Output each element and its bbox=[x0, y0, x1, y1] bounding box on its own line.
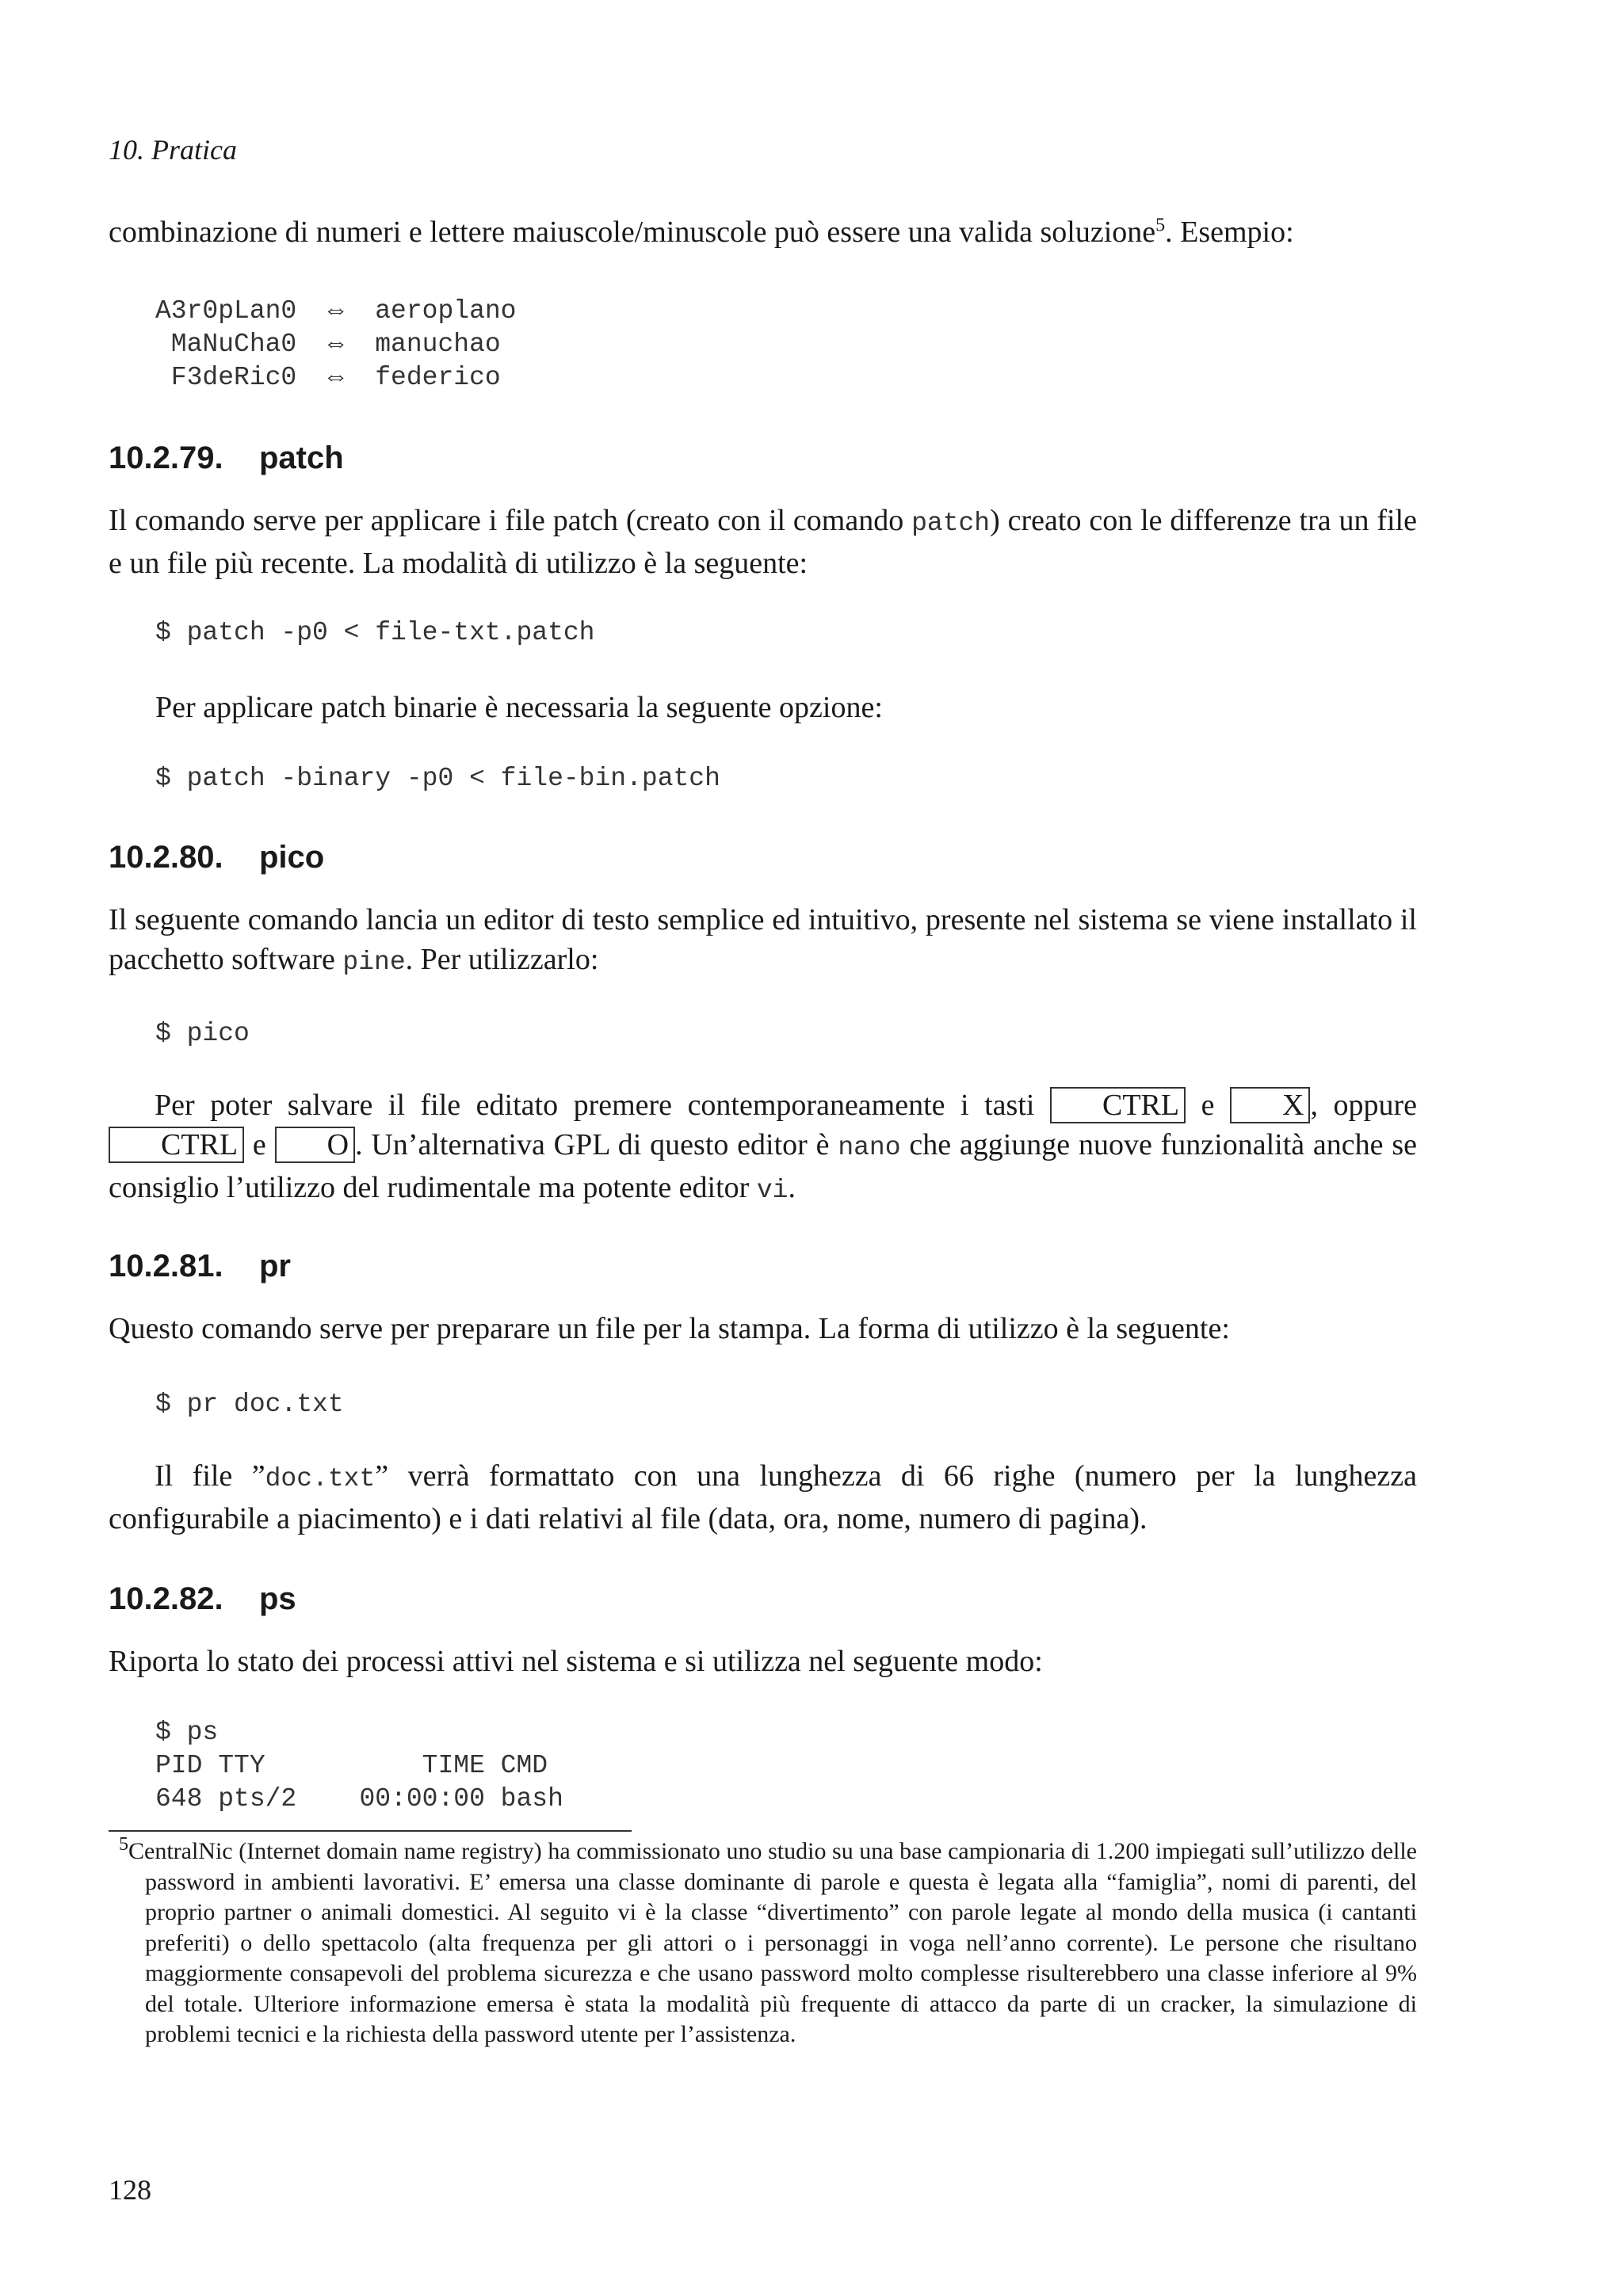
text: Per poter salvare il file editato premere contemporaneamente i tasti bbox=[155, 1089, 1050, 1122]
section-heading-ps bbox=[109, 1581, 296, 1617]
footnote-mark: 5 bbox=[119, 1834, 128, 1855]
intro-tail: . Esempio: bbox=[1165, 215, 1294, 249]
password-examples: A3r0pLan0 ⇔ aeroplano MaNuCha0 ⇔ manuchao F3deRic0 ⇔ federico bbox=[155, 296, 517, 392]
text: Il comando serve per applicare i file patch (creato con il comando bbox=[109, 504, 912, 537]
inline-code: pine bbox=[342, 948, 406, 977]
key-ctrl: CTRL bbox=[1050, 1087, 1186, 1123]
footnote-ref[interactable]: 5 bbox=[1155, 215, 1166, 236]
pico-code-1: $ pico bbox=[155, 1019, 250, 1048]
patch-code-2: $ patch -binary -p0 < file-bin.patch bbox=[155, 764, 720, 793]
text: che aggiunge nuove funzionalità anche se consiglio l’utilizzo del rudimentale ma potente editor bbox=[109, 1128, 1417, 1204]
text: , oppure bbox=[1310, 1089, 1417, 1122]
running-head: 10. Pratica bbox=[109, 134, 237, 166]
patch-code-1: $ patch -p0 < file-txt.patch bbox=[155, 618, 595, 647]
pr-paragraph-2 bbox=[109, 1456, 1417, 1539]
text: . Un’alternativa GPL di questo editor è bbox=[355, 1128, 838, 1161]
section-number: 10.2.79. bbox=[109, 441, 223, 475]
key-ctrl: CTRL bbox=[109, 1127, 244, 1163]
footnote bbox=[119, 1836, 1417, 2050]
pico-paragraph-1 bbox=[109, 900, 1417, 982]
pr-code-1: $ pr doc.txt bbox=[155, 1390, 344, 1419]
text: ” verrà formattato con una lunghezza di 66 righe (numero per la lunghezza configurabile a piacimento) e i dati relativi al file (data, ora, nome, numero di pagina). bbox=[109, 1459, 1417, 1535]
text: . bbox=[788, 1171, 796, 1204]
pr-paragraph-1: Questo comando serve per preparare un file per la stampa. La forma di utilizzo è la seguente: bbox=[109, 1312, 1230, 1345]
footnote-text: CentralNic (Internet domain name registry) ha commissionato uno studio su una base campionaria di 1.200 impiegati sull’utilizzo delle password in ambienti lavorativi. E’ emersa una classe dominante di parole e questa è legata alla “famiglia”, nomi di parenti, del proprio partner o animali domestici. Al seguito vi è la classe “divertimento” con parole legate al mondo della musica (i cantanti preferiti) o dello spettacolo (alta frequenza per gli attori o i personaggi in voga nell’anno corrente). Le persone che risultano maggiormente consapevoli del problema sicurezza e che usano password molto complesse risulterebbero una classe inferiore al 9% del totale. Ulteriore informazione emersa è stata la modalità più frequente di attacco da parte di un cracker, la simulazione di problemi tecnici e la richiesta della password utente per l’assistenza. bbox=[128, 1838, 1417, 2047]
text: Il seguente comando lancia un editor di testo semplice ed intuitivo, presente nel sistema se viene installato il pacchetto software bbox=[109, 903, 1417, 976]
inline-code: nano bbox=[838, 1133, 901, 1162]
text: Il file ” bbox=[155, 1459, 265, 1493]
section-number: 10.2.82. bbox=[109, 1581, 223, 1616]
section-title: pr bbox=[259, 1249, 291, 1283]
footnote-rule bbox=[109, 1830, 632, 1832]
key-x: X bbox=[1230, 1087, 1310, 1123]
intro-text: combinazione di numeri e lettere maiuscole/minuscole può essere una valida soluzione bbox=[109, 215, 1156, 249]
section-number: 10.2.81. bbox=[109, 1249, 223, 1283]
pico-paragraph-2 bbox=[109, 1085, 1417, 1211]
text: e bbox=[244, 1128, 275, 1161]
section-title: patch bbox=[259, 441, 344, 475]
ps-paragraph-1: Riporta lo stato dei processi attivi nel sistema e si utilizza nel seguente modo: bbox=[109, 1645, 1043, 1678]
key-o: O bbox=[275, 1127, 355, 1163]
inline-code: doc.txt bbox=[265, 1464, 376, 1493]
section-heading-patch bbox=[109, 441, 344, 476]
patch-paragraph-1 bbox=[109, 501, 1417, 583]
inline-code: vi bbox=[756, 1176, 789, 1205]
text: . Per utilizzarlo: bbox=[405, 943, 599, 976]
section-title: ps bbox=[259, 1581, 296, 1616]
patch-paragraph-2: Per applicare patch binarie è necessaria la seguente opzione: bbox=[155, 691, 883, 724]
page-number: 128 bbox=[109, 2174, 151, 2206]
section-heading-pico bbox=[109, 840, 324, 875]
text: e bbox=[1186, 1089, 1230, 1122]
section-number: 10.2.80. bbox=[109, 840, 223, 875]
section-heading-pr bbox=[109, 1249, 291, 1284]
intro-paragraph bbox=[109, 212, 1417, 252]
text: ) creato con le differenze tra un file e un file più recente. La modalità di utilizzo è la seguente: bbox=[109, 504, 1417, 580]
ps-code-1: $ ps PID TTY TIME CMD 648 pts/2 00:00:00 bash bbox=[155, 1718, 563, 1814]
section-title: pico bbox=[259, 840, 325, 875]
inline-code: patch bbox=[911, 509, 991, 538]
